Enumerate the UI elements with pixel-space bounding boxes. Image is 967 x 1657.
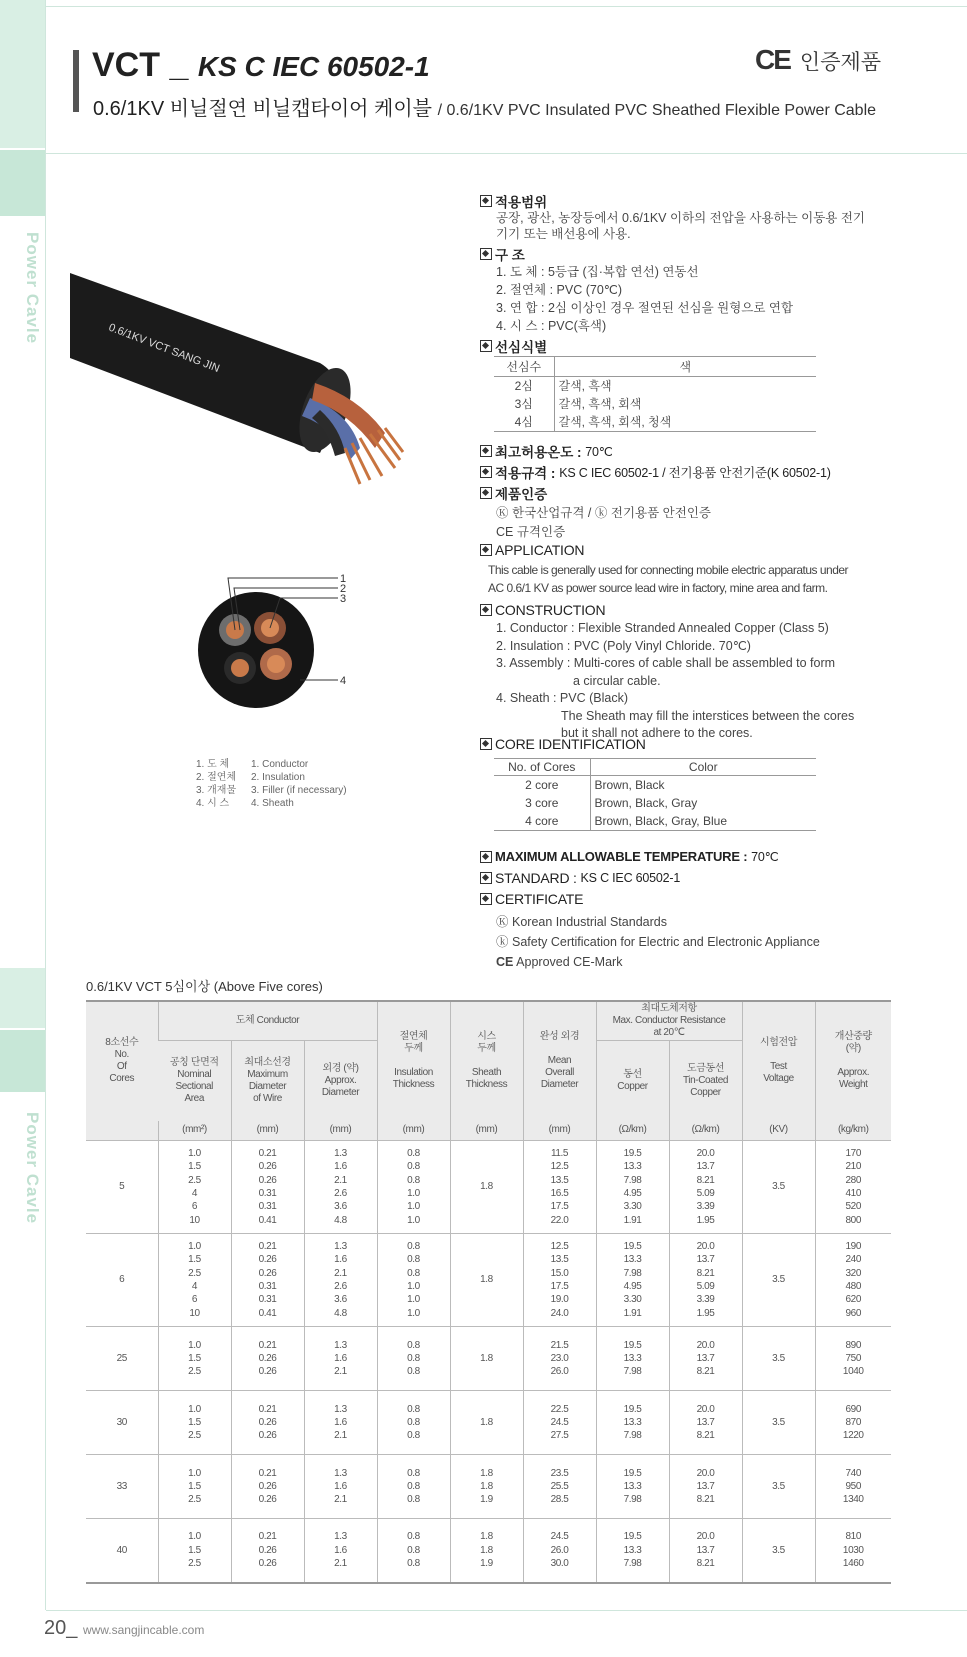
kc-mark-icon: ⓚ	[496, 935, 509, 949]
section-construction: CONSTRUCTION	[480, 602, 605, 618]
table-row: 25 1.0 1.5 2.5 0.21 0.26 0.26 1.3 1.6 2.1 0.8 0.8 0.8 1.8 21.5 23.0 26.0 19.5 13.3 7.98 20.0 13.7 8.21 3.5 890 750 1040	[86, 1327, 891, 1391]
callout-3: 3	[340, 593, 347, 605]
table-row: 30 1.0 1.5 2.5 0.21 0.26 0.26 1.3 1.6 2.1 0.8 0.8 0.8 1.8 22.5 24.5 27.5 19.5 13.3 7.98 20.0 13.7 8.21 3.5 690 870 1220	[86, 1391, 891, 1455]
th-cores: 8소선수 No. Of Cores	[86, 1001, 158, 1121]
section-core-ident-ko: 선심식별	[480, 336, 547, 356]
table-row: 3심 갈색, 흑색, 회색	[494, 395, 816, 413]
footer-url[interactable]: www.sangjincable.com	[82, 1623, 205, 1637]
rail-block	[0, 0, 46, 148]
rail-block	[0, 150, 46, 216]
title-standard: KS C IEC 60502-1	[197, 51, 430, 82]
section-marker-icon	[480, 445, 492, 457]
title-product: VCT _	[92, 46, 189, 84]
rail-block	[0, 1030, 46, 1092]
legend-row: 3. 개재물 3. Filler (if necessary)	[196, 785, 347, 796]
section-application: APPLICATION	[480, 542, 584, 558]
th-wire: 최대소선경 Maximum Diameter of Wire	[231, 1041, 304, 1121]
section-marker-icon	[480, 872, 492, 884]
th-weight: 개산중량 (약) Approx. Weight	[815, 1001, 891, 1121]
subtitle-english: / 0.6/1KV PVC Insulated PVC Sheathed Flexible Power Cable	[437, 102, 877, 119]
section-marker-icon	[480, 851, 492, 863]
section-marker-icon	[480, 248, 492, 260]
ks-mark-icon: Ⓚ	[496, 506, 509, 520]
th-conductor: 도체 Conductor	[158, 1001, 377, 1041]
side-rail	[0, 0, 46, 1657]
cert-list-ko: Ⓚ 한국산업규격 / ⓚ 전기용품 안전인증 CE 규격인증	[496, 506, 711, 539]
legend-row: 2. 절연체 2. Insulation	[196, 772, 305, 783]
core-ident-table-ko: 선심수 색 2심 갈색, 흑색 3심 갈색, 흑색, 회색 4심 갈색, 흑색, 회색, 청색	[494, 356, 816, 432]
unit: (mm)	[450, 1121, 523, 1141]
section-structure: 구 조	[480, 244, 525, 264]
th-sheath: 시스 두께 Sheath Thickness	[450, 1001, 523, 1121]
section-certificate-en: CERTIFICATE	[480, 891, 583, 907]
section-marker-icon	[480, 487, 492, 499]
rail-divider	[45, 0, 46, 1610]
th-cond-dia: 외경 (약) Approx. Diameter	[304, 1041, 377, 1121]
section-marker-icon	[480, 195, 492, 207]
callout-1: 1	[340, 573, 347, 585]
page-title	[92, 46, 430, 85]
side-label-top: Power Cavle	[23, 232, 42, 345]
section-scope: 적용범위	[480, 191, 547, 211]
section-marker-icon	[480, 340, 492, 352]
th-voltage: 시험전압 Test Voltage	[742, 1001, 815, 1121]
ks-mark-icon: Ⓚ	[496, 915, 509, 929]
th-tin: 도금동선 Tin-Coated Copper	[669, 1041, 742, 1121]
header-rule	[46, 153, 967, 154]
section-marker-icon	[480, 466, 492, 478]
ce-mark-icon: CE	[755, 44, 790, 75]
ce-mark-icon: CE	[496, 955, 514, 969]
th-copper: 동선 Copper	[596, 1041, 669, 1121]
table-row: 4 core Brown, Black, Gray, Blue	[494, 812, 816, 831]
title-accent-bar	[73, 50, 79, 112]
th-area: 공칭 단면적 Nominal Sectional Area	[158, 1041, 231, 1121]
cross-section-diagram	[190, 573, 370, 740]
table-row: 4심 갈색, 흑색, 회색, 청색	[494, 413, 816, 432]
section-standard-en: STANDARD : KS C IEC 60502-1	[480, 870, 680, 886]
cable-print-text: 0.6/1KV VCT SANG JIN	[106, 321, 222, 376]
unit: (mm)	[304, 1121, 377, 1141]
page-number: 20_	[44, 1617, 78, 1639]
unit: (mm)	[231, 1121, 304, 1141]
section-max-temp-en: MAXIMUM ALLOWABLE TEMPERATURE : 70℃	[480, 849, 778, 864]
top-rule	[46, 6, 967, 7]
unit: (mm²)	[158, 1121, 231, 1141]
rail-block	[0, 968, 46, 1028]
section-marker-icon	[480, 738, 492, 750]
table-row: 3 core Brown, Black, Gray	[494, 794, 816, 812]
application-text: This cable is generally used for connecting mobile electric apparatus under AC 0.6/1 KV as power source lead wire in factory, mine area and farm.	[488, 563, 849, 595]
legend-row: 1. 도 체 1. Conductor	[196, 759, 309, 770]
callout-2: 2	[340, 583, 347, 595]
unit: (mm)	[377, 1121, 450, 1141]
th-insulation: 절연체 두께 Insulation Thickness	[377, 1001, 450, 1121]
side-label-bottom: Power Cavle	[23, 1112, 42, 1225]
table-row: 33 1.0 1.5 2.5 0.21 0.26 0.26 1.3 1.6 2.1 0.8 0.8 0.8 1.8 1.8 1.9 23.5 25.5 28.5 19.5 13.3 7.98 20.0 13.7 8.21 3.5 740 950 1340	[86, 1455, 891, 1519]
unit: (kg/km)	[815, 1121, 891, 1141]
table-row: 40 1.0 1.5 2.5 0.21 0.26 0.26 1.3 1.6 2.1 0.8 0.8 0.8 1.8 1.8 1.9 24.5 26.0 30.0 19.5 13.3 7.98 20.0 13.7 8.21 3.5 810 1030 1460	[86, 1519, 891, 1583]
table-row: 5 1.0 1.5 2.5 4 6 10 0.21 0.26 0.26 0.31 0.31 0.41 1.3 1.6 2.1 2.6 3.6 4.8 0.8 0.8 0.8 1.0 1.0 1.0 1.8 11.5 12.5 13.5 16.5 17.5 22.0 19.5 13.3 7.98 4.95 3.30 1.91 20.0 13.7 8.21 5.09 3.39 1.95 3.5 170 210 280 410 520 800	[86, 1141, 891, 1234]
figure-legend	[196, 758, 347, 810]
cable-photo	[70, 198, 460, 578]
table-row: 6 1.0 1.5 2.5 4 6 10 0.21 0.26 0.26 0.31 0.31 0.41 1.3 1.6 2.1 2.6 3.6 4.8 0.8 0.8 0.8 1.0 1.0 1.0 1.8 12.5 13.5 15.0 17.5 19.0 24.0 19.5 13.3 7.98 4.95 3.30 1.91 20.0 13.7 8.21 5.09 3.39 1.95 3.5 190 240 320 480 620 960	[86, 1234, 891, 1327]
cert-list-en: Ⓚ Korean Industrial Standards ⓚ Safety Certification for Electric and Electronic Appliance CE Approved CE-Mark	[496, 915, 820, 969]
legend-row: 4. 시 스 4. Sheath	[196, 798, 294, 809]
sheath-circle	[198, 592, 314, 708]
section-core-ident-en: CORE IDENTIFICATION	[480, 736, 646, 752]
footer-rule	[46, 1610, 967, 1611]
section-marker-icon	[480, 893, 492, 905]
section-marker-icon	[480, 604, 492, 616]
construction-list: 1. Conductor : Flexible Stranded Annealed Copper (Class 5) 2. Insulation : PVC (Poly Vinyl Chloride. 70℃) 3. Assembly : Multi-cores of cable shall be assembled to form a circular cable. 4. Sheath : PVC (Black) The Sheath may fill the interstices between the cores but it shall not adhere to the cores.	[496, 621, 855, 740]
unit: (mm)	[523, 1121, 596, 1141]
th-resistance: 최대도체저항 Max. Conductor Resistance at 20℃	[596, 1001, 742, 1041]
page-subtitle	[93, 92, 876, 121]
structure-list: 1. 도 체 : 5등급 (집·복합 연선) 연동선 2. 절연체 : PVC (70℃) 3. 연 합 : 2심 이상인 경우 절연된 선심을 원형으로 연합 4. 시 스 : PVC(흑색)	[496, 265, 794, 333]
unit: (KV)	[742, 1121, 815, 1141]
section-cert-ko: 제품인증	[480, 483, 547, 503]
unit: (Ω/km)	[669, 1121, 742, 1141]
unit: (Ω/km)	[596, 1121, 669, 1141]
cert-label: 인증제품	[799, 51, 882, 74]
table-title: 0.6/1KV VCT 5심이상 (Above Five cores)	[86, 979, 323, 994]
th-overall: 완성 외경 Mean Overall Diameter	[523, 1001, 596, 1121]
callout-4: 4	[340, 675, 347, 687]
section-max-temp-ko: 최고허용온도 : 70℃	[480, 441, 613, 461]
page-footer	[44, 1617, 204, 1640]
table-row: 2심 갈색, 흑색	[494, 377, 816, 396]
scope-text: 공장, 광산, 농장등에서 0.6/1KV 이하의 전압을 사용하는 이동용 전기 기기 또는 배선용에 사용.	[496, 211, 866, 241]
spec-table	[86, 1000, 891, 1584]
section-standard-ko: 적용규격 : KS C IEC 60502-1 / 전기용품 안전기준(K 60502-1)	[480, 462, 831, 482]
kc-mark-icon: ⓚ	[594, 506, 608, 520]
core-ident-table-en: No. of Cores Color 2 core Brown, Black 3 core Brown, Black, Gray 4 core Brown, Black, Gray, Blue	[494, 758, 816, 831]
subtitle-korean: 0.6/1KV 비닐절연 비닐캡타이어 케이블	[93, 98, 432, 120]
section-marker-icon	[480, 544, 492, 556]
certified-product-badge	[755, 44, 881, 76]
table-row: 2 core Brown, Black	[494, 776, 816, 795]
